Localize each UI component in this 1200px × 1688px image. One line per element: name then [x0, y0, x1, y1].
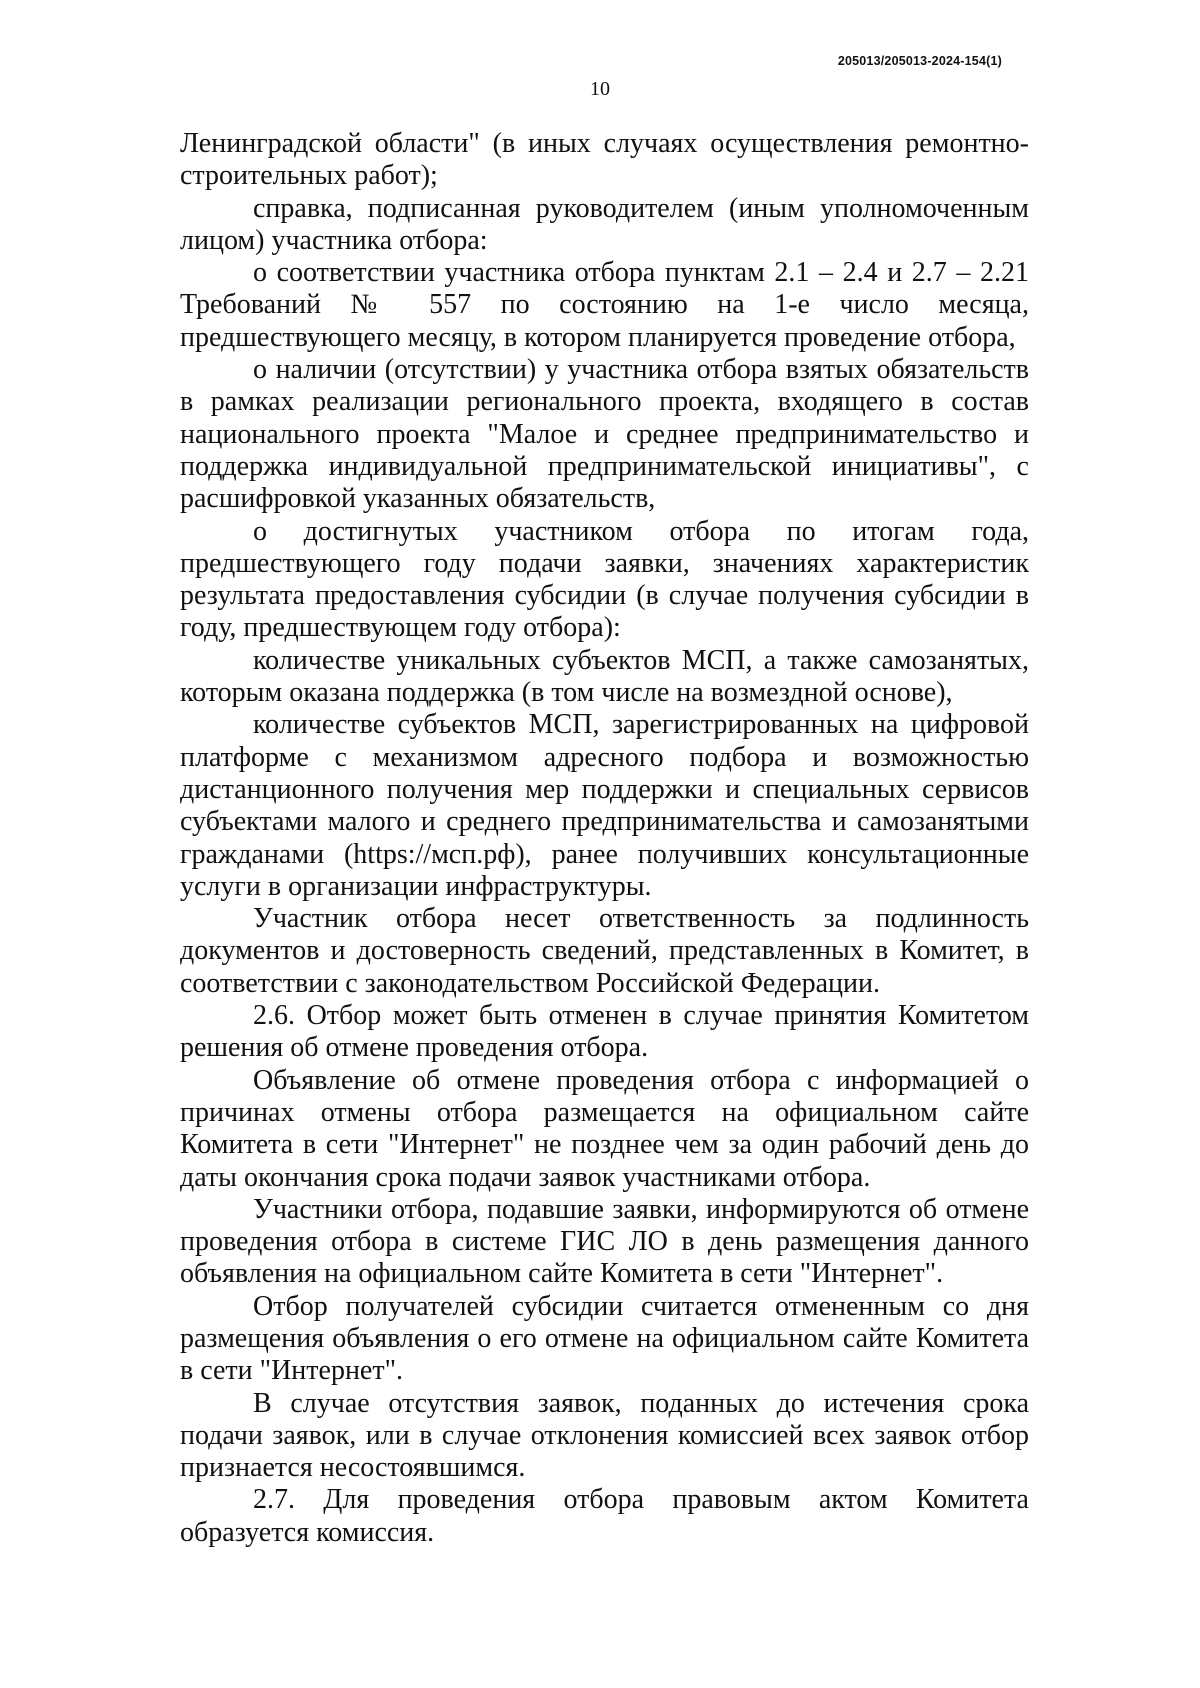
document-body	[180, 128, 1029, 1549]
paragraph: справка, подписанная руководителем (иным уполномоченным лицом) участника отбора:	[180, 192, 1029, 256]
paragraph: 2.7. Для проведения отбора правовым актом Комитета образуется комиссия.	[180, 1484, 1029, 1548]
paragraph: количестве уникальных субъектов МСП, а также самозанятых, которым оказана поддержка (в том числе на возмездной основе),	[180, 644, 1029, 709]
page-number: 10	[590, 78, 610, 100]
document-id: 205013/205013-2024-154(1)	[837, 54, 1002, 68]
paragraph: В случае отсутствия заявок, поданных до истечения срока подачи заявок, или в случае отклонения комиссией всех заявок отбор признается несостоявшимся.	[180, 1387, 1029, 1484]
paragraph: о соответствии участника отбора пунктам 2.1 – 2.4 и 2.7 – 2.21 Требований № 557 по состоянию на 1-е число месяца, предшествующего месяцу, в котором планируется проведение отбора,	[180, 257, 1029, 353]
paragraph: Отбор получателей субсидии считается отмененным со дня размещения объявления о его отмене на официальном сайте Комитета в сети "Интернет".	[180, 1290, 1029, 1387]
paragraph: Участник отбора несет ответственность за подлинность документов и достоверность сведений, представленных в Комитет, в соответствии с законодательством Российской Федерации.	[180, 903, 1029, 999]
paragraph: о достигнутых участником отбора по итогам года, предшествующего году подачи заявки, значениях характеристик результата предоставления субсидии (в случае получения субсидии в году, предшествующем году отбора):	[180, 515, 1029, 644]
paragraph: о наличии (отсутствии) у участника отбора взятых обязательств в рамках реализации регионального проекта, входящего в состав национального проекта "Малое и среднее предпринимательство и поддержка индивидуальной предпринимательской инициативы", с расшифровкой указанных обязательств,	[180, 354, 1029, 515]
paragraph: 2.6. Отбор может быть отменен в случае принятия Комитетом решения об отмене проведения отбора.	[180, 1000, 1029, 1064]
paragraph: Объявление об отмене проведения отбора с информацией о причинах отмены отбора размещается на официальном сайте Комитета в сети "Интернет" не позднее чем за один рабочий день до даты окончания срока подачи заявок участниками отбора.	[180, 1064, 1029, 1193]
paragraph: Участники отбора, подавшие заявки, информируются об отмене проведения отбора в системе ГИС ЛО в день размещения данного объявления на официальном сайте Комитета в сети "Интернет".	[180, 1193, 1029, 1290]
paragraph: количестве субъектов МСП, зарегистрированных на цифровой платформе с механизмом адресного подбора и возможностью дистанционного получения мер поддержки и специальных сервисов субъектами малого и среднего предпринимательства и самозанятыми гражданами (https://мсп.рф), ранее получивших консультационные услуги в организации инфраструктуры.	[180, 709, 1029, 902]
paragraph: Ленинградской области" (в иных случаях осуществления ремонтно-строительных работ);	[180, 128, 1029, 192]
